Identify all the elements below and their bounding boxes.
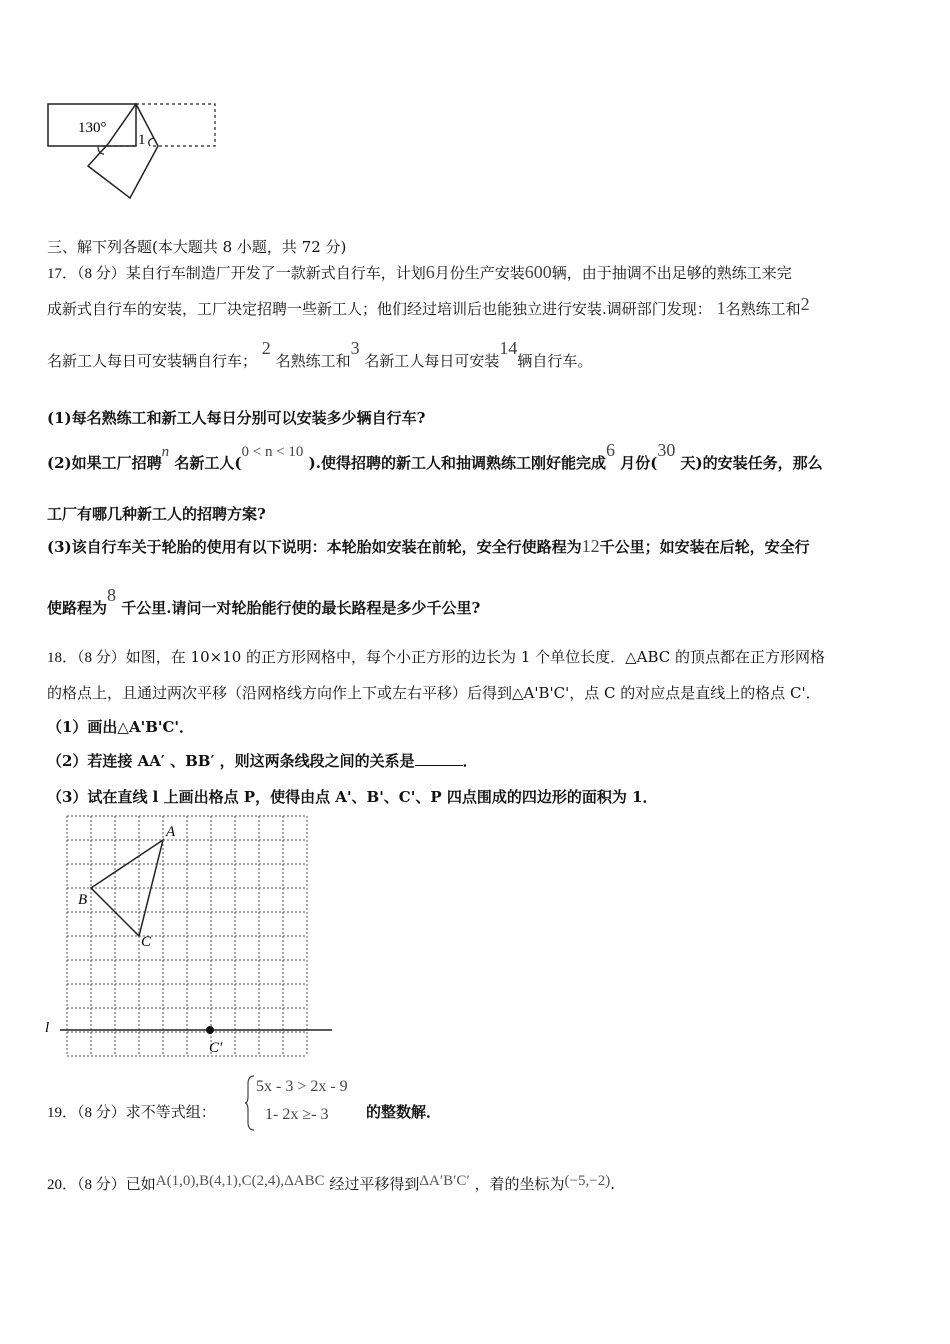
answer-blank[interactable] (415, 751, 463, 766)
question-17-part2: (2)如果工厂招聘n 名新工人(0 < n < 10 ).使得招聘的新工人和抽调熟练工刚好能完成6 月份(30 天)的安装任务，那么 (47, 440, 823, 472)
point-c-prime (206, 1026, 214, 1034)
question-18-part3: （3）试在直线 l 上画出格点 P，使得由点 A'、B'、C'、P 四点围成的四边形的面积为 1． (47, 788, 658, 806)
question-18-part1: （1）画出△A'B'C'． (47, 718, 195, 736)
question-17-line2: 成新式自行车的安装，工厂决定招聘一些新工人；他们经过培训后也能独立进行安装.调研部门发现： 1名熟练工和2 (47, 294, 810, 318)
label-c-prime: C′ (209, 1040, 223, 1056)
question-19-end: 的整数解． (366, 1103, 442, 1121)
angle-figure (40, 96, 230, 204)
inequality-2: 1- 2x ≥- 3 (265, 1106, 329, 1123)
angle-1-label: 1 (138, 132, 146, 148)
inequality-1: 5x - 3 > 2x - 9 (256, 1078, 348, 1095)
question-17-part1: (1)每名熟练工和新工人每日分别可以安装多少辆自行车? (47, 409, 426, 427)
question-19: 19．（8 分）求不等式组： (47, 1103, 216, 1121)
label-b: B (78, 892, 88, 908)
question-20: 20．（8 分）已如A(1,0),B(4,1),C(2,4),ΔABC 经过平移得到ΔA′B′C′ ，着的坐标为(−5,−2). (47, 1173, 615, 1193)
dashed-rectangle (136, 104, 215, 146)
question-18-line2: 的格点上，且通过两次平移（沿网格线方向作上下或左右平移）后得到△A'B'C'，点 C 的对应点是直线上的格点 C'． (47, 684, 821, 702)
label-c: C (141, 934, 152, 950)
label-a: A (166, 824, 176, 840)
label-l: l (45, 1020, 50, 1036)
question-18-line1: 18．（8 分）如图，在 10×10 的正方形网格中，每个小正方形的边长为 1 个单位长度．△ABC 的顶点都在正方形网格 (47, 648, 826, 666)
question-18-part2: （2）若连接 AA′ 、BB′ ，则这两条线段之间的关系是 ． (47, 752, 478, 770)
grid-figure (40, 812, 340, 1060)
question-17-part2-cont: 工厂有哪几种新工人的招聘方案? (47, 505, 266, 523)
question-17-part3: (3)该自行车关于轮胎的使用有以下说明：本轮胎如安装在前轮，安全行使路程为12千公里；如安装在后轮，安全行 (47, 536, 810, 556)
question-17-part3-cont: 使路程为8 千公里.请问一对轮胎能行使的最长路程是多少千公里? (47, 585, 481, 617)
system-brace (244, 1074, 256, 1132)
question-17-line1: 17．（8 分）某自行车制造厂开发了一款新式自行车，计划6月份生产安装600辆，由于抽调不出足够的熟练工来完 (47, 262, 792, 282)
angle-130-label: 130° (78, 120, 107, 136)
question-17-line3: 名新工人每日可安装辆自行车； 2 名熟练工和3 名新工人每日可安装14辆自行车。 (47, 338, 593, 370)
section-heading: 三、解下列各题(本大题共 8 小题，共 72 分) (47, 238, 347, 256)
